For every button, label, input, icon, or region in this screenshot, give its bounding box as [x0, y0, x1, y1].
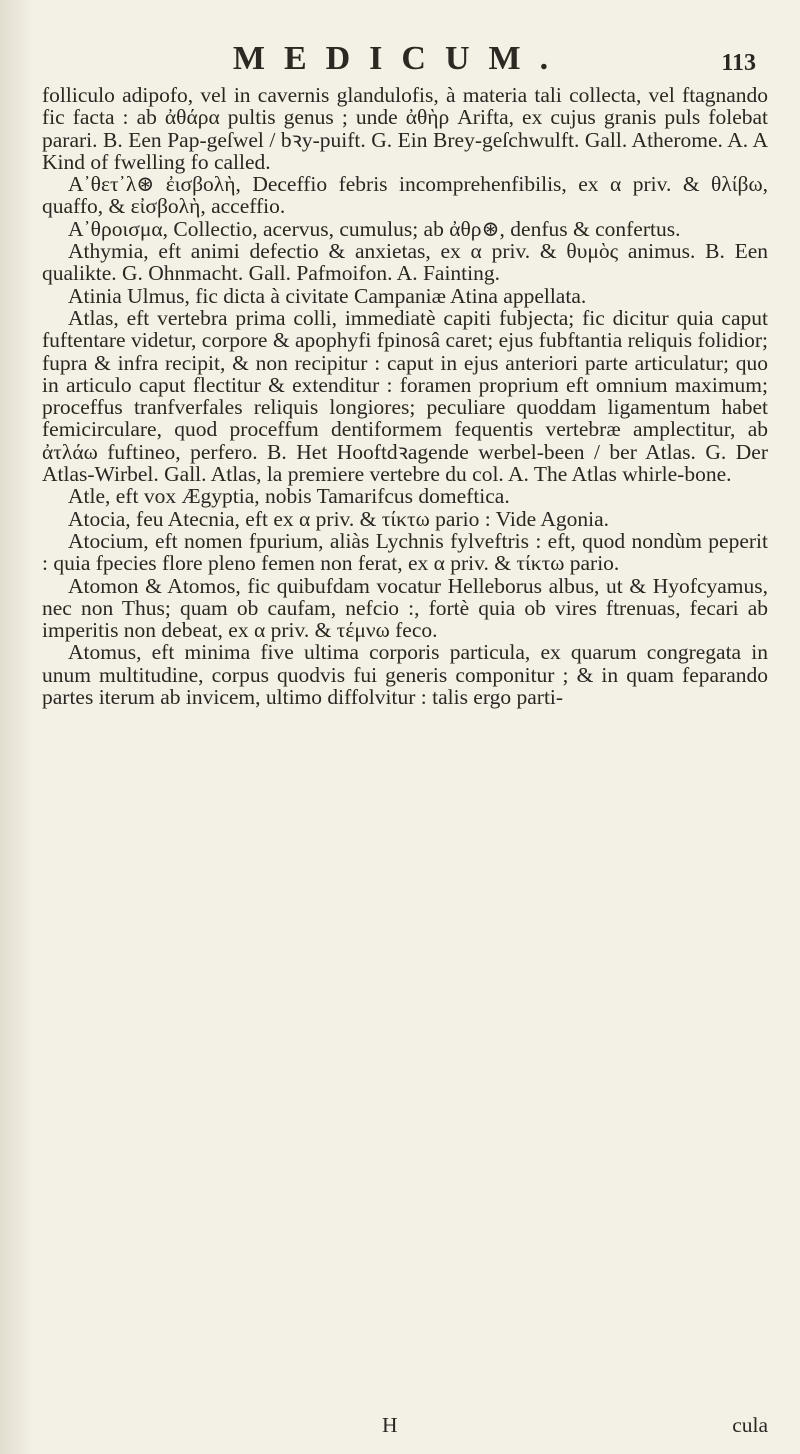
body-text	[42, 84, 768, 708]
page-header	[0, 38, 800, 88]
entry-atocium: Atocium, eft nomen fpurium, aliàs Lychnis fylveftris : eft, quod nondùm peperit : quia fpecies flore pleno femen non ferat, ex α priv. & τίκτω pario.	[42, 528, 768, 576]
page-footer	[42, 1413, 768, 1439]
entry-athetos-isbole: Α᾽θετ᾽λ⊛ ἐισβολὴ, Deceffio febris incomprehenfibilis, ex α priv. & θλίβω, quaffo, & εἰσβολὴ, acceffio.	[42, 172, 768, 219]
running-head: MEDICUM.	[232, 40, 568, 77]
page-number: 113	[721, 50, 756, 76]
entry-atle: Atle, eft vox Ægyptia, nobis Tamarifcus domeftica.	[68, 484, 510, 509]
signature-mark: H	[382, 1413, 398, 1437]
entry-atinia-ulmus: Atinia Ulmus, fic dicta à civitate Campaniæ Atina appellata.	[68, 283, 587, 308]
entry-athymia: Athymia, eft animi defectio & anxietas, ex α priv. & θυμὸς animus. B. Een qualikte. G. Ohnmacht. Gall. Pafmoifon. A. Fainting.	[42, 239, 768, 286]
catchword: cula	[732, 1413, 768, 1437]
entry-atheroma-continued: folliculo adipofo, vel in cavernis glandulofis, à materia tali collecta, vel ftagnando fic facta : ab ἀθάρα pultis genus ; unde ἀθὴρ Arifta, ex cujus granis puls folebat parari. B. Een Pap-geſwel / bꝛy-puift. G. Ein Brey-geſchwulft. Gall. Atherome. A. A Kind of fwelling fo called.	[42, 83, 768, 174]
gutter-shadow	[0, 0, 34, 1454]
entry-atomon: Atomon & Atomos, fic quibufdam vocatur Helleborus albus, ut & Hyofcyamus, nec non Thus; quam ob caufam, nefcio :, fortè quia ob vires ftrenuas, fecari ab imperitis non debeat, ex α priv. & τέμνω feco.	[42, 573, 768, 643]
entry-atlas: Atlas, eft vertebra prima colli, immediatè capiti fubjecta; fic dicitur quia caput fuftentare videtur, corpore & apophyfi fpinosâ caret; ejus fubftantia reliquis folidior; fupra & infra recipit, & non recipitur : caput in ejus anteriori parte articulatur; quo in articulo caput flectitur & extenditur : foramen proprium eft omnium maximum; proceffus tranfverfales reliquis longiores; peculiare quoddam ligamentum habet femicirculare, quod proceffum dentiformem fequentis vertebræ amplectitur, ab ἀτλάω fuftineo, perfero. B. Het Hooftdꝛagende werbel-been / ber Atlas. G. Der Atlas-Wirbel. Gall. Atlas, la premiere vertebre du col. A. The Atlas whirle-bone.	[42, 305, 768, 487]
entry-atomus: Atomus, eft minima five ultima corporis particula, ex quarum congregata in unum multitudine, corpus quodvis fui generis componitur ; & in quam feparando partes iterum ab invicem, ultimo diffolvitur : talis ergo parti-	[42, 640, 768, 710]
entry-atocia: Atocia, feu Atecnia, eft ex α priv. & τίκτω pario : Vide Agonia.	[68, 506, 610, 531]
entry-athroisma: Α᾽θροισμα, Collectio, acervus, cumulus; ab ἀθρ⊛, denfus & confertus.	[68, 216, 681, 241]
